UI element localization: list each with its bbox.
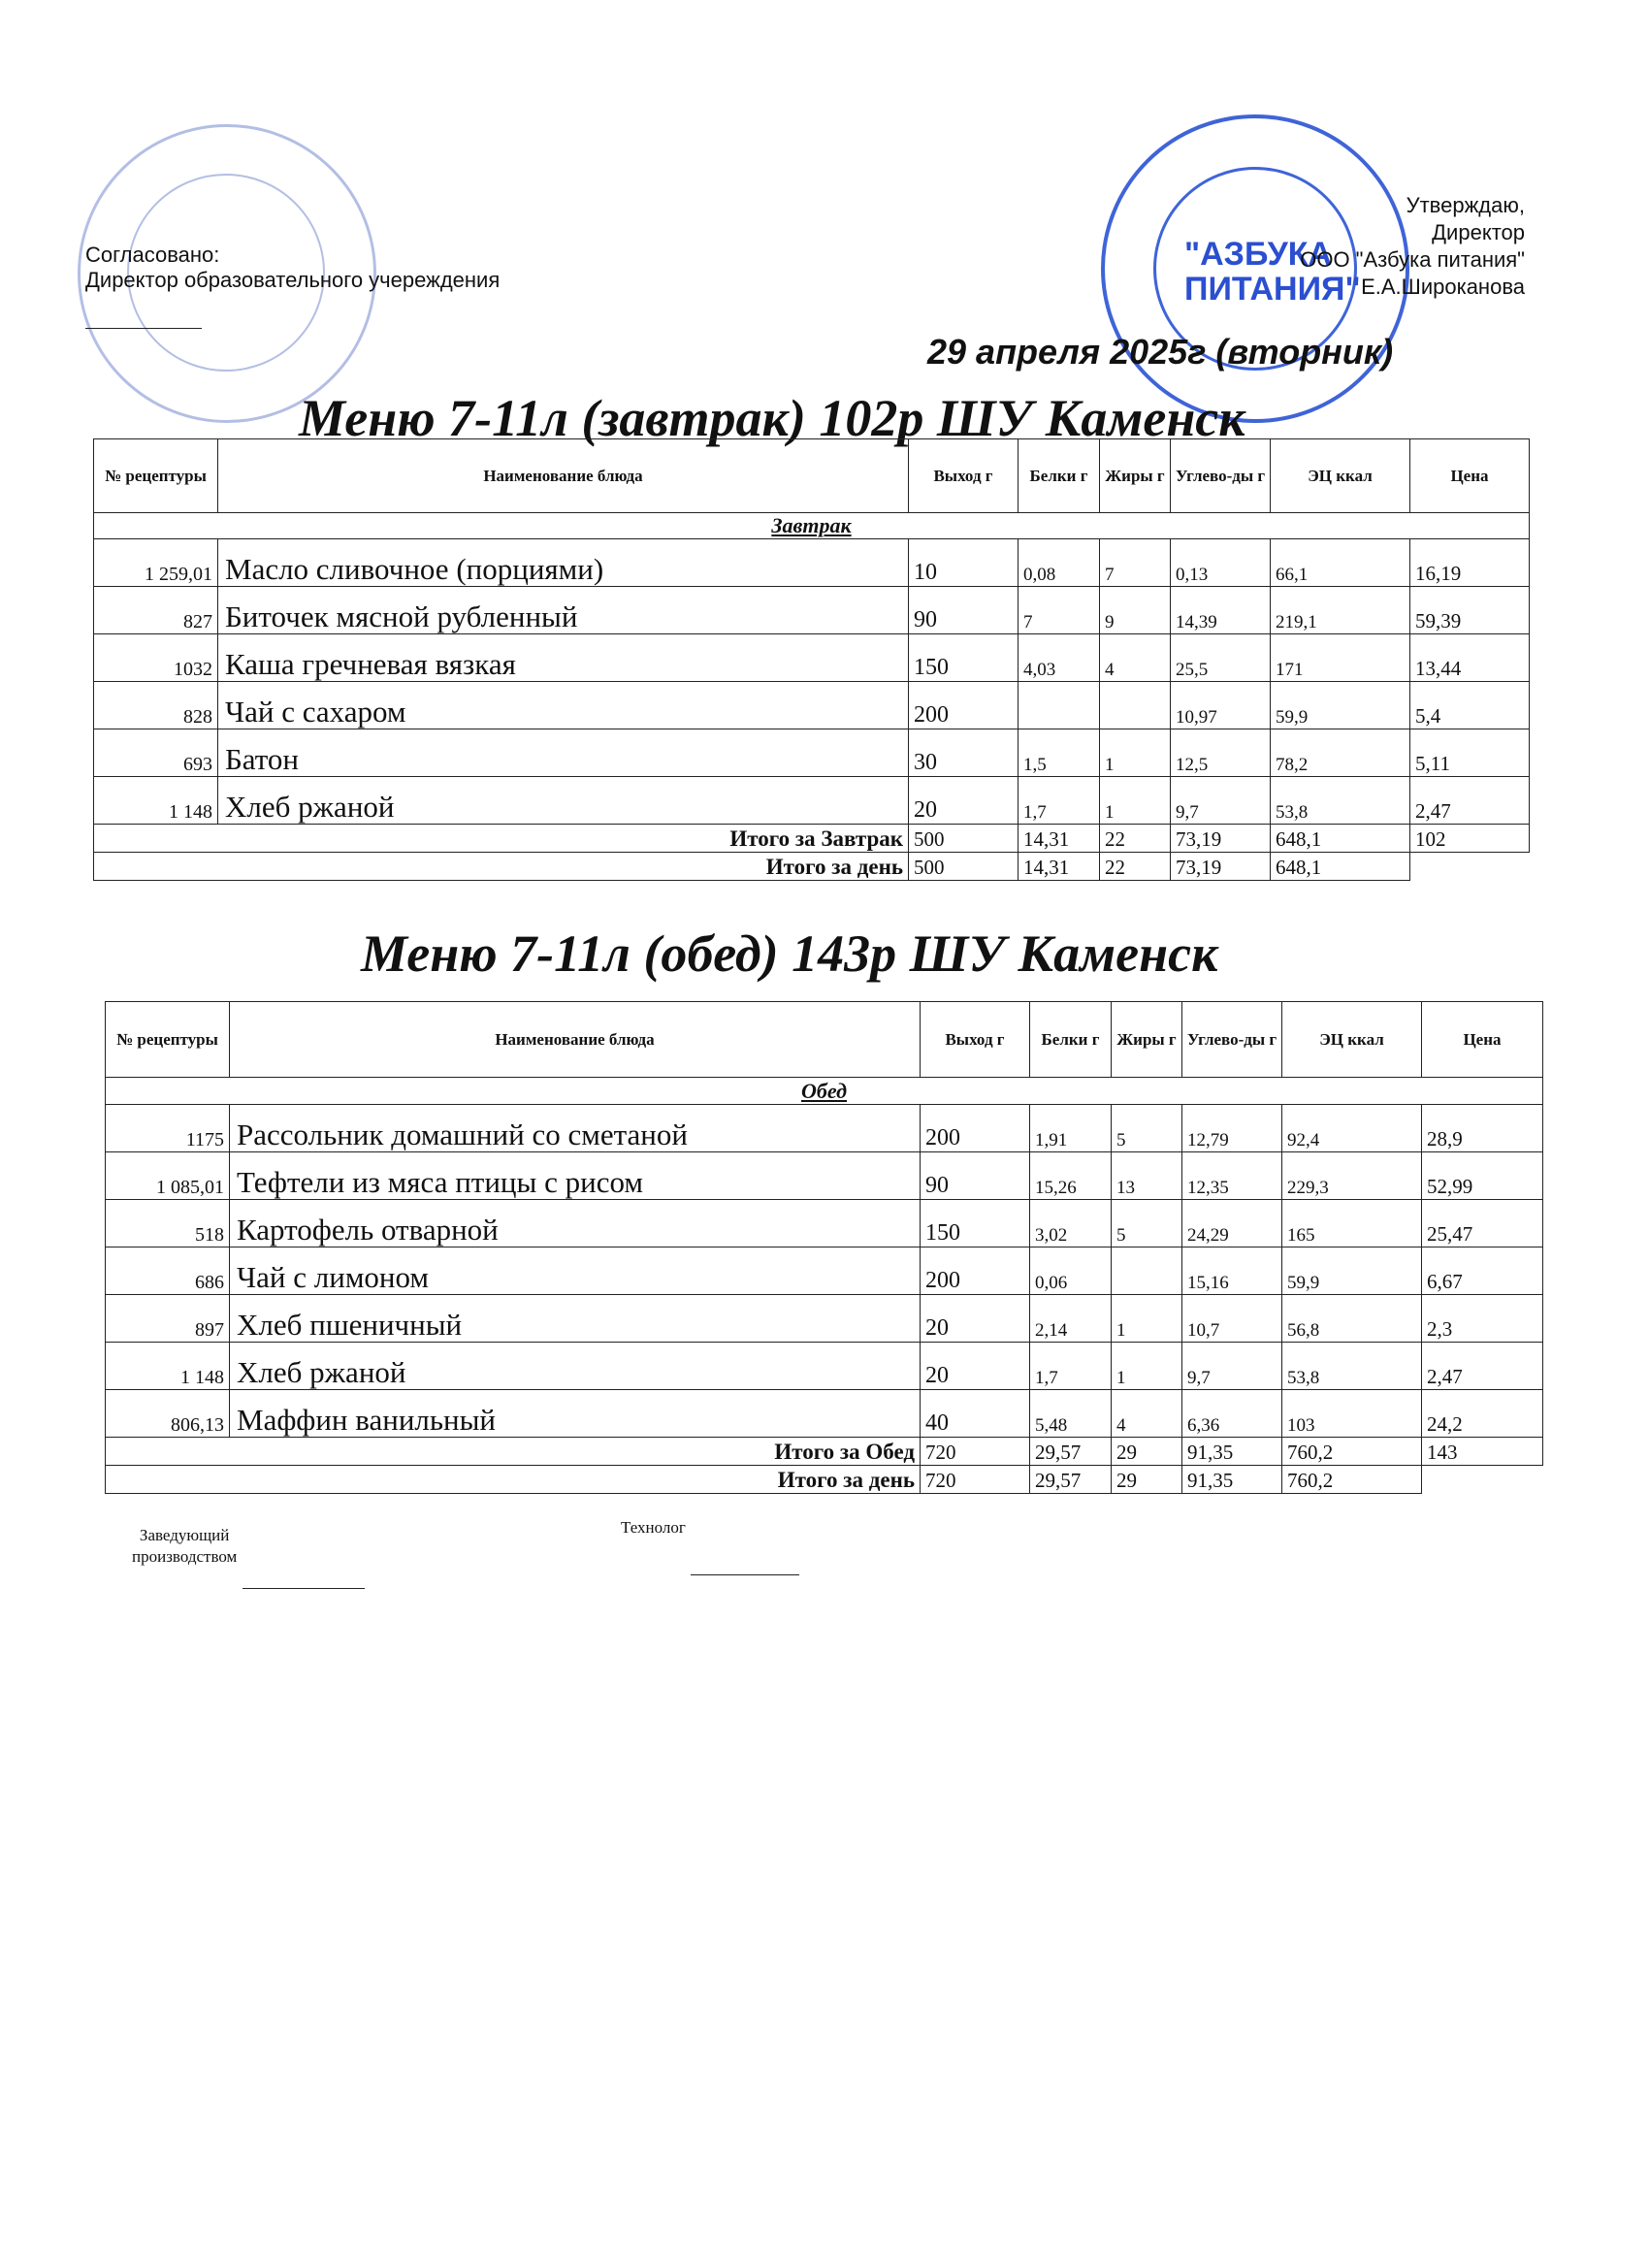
total-meal-energy: 760,2 bbox=[1282, 1438, 1422, 1466]
total-day-yield: 500 bbox=[909, 853, 1018, 881]
dish-yield: 150 bbox=[909, 634, 1018, 682]
header-fat: Жиры г bbox=[1100, 439, 1171, 513]
dish-name: Каша гречневая вязкая bbox=[218, 634, 909, 682]
dish-energy: 92,4 bbox=[1282, 1105, 1422, 1152]
dish-protein: 2,14 bbox=[1030, 1295, 1112, 1343]
breakfast-title: Меню 7-11л (завтрак) 102р ШУ Каменск bbox=[299, 389, 1245, 447]
dish-energy: 53,8 bbox=[1271, 777, 1410, 825]
section-row bbox=[106, 1078, 1543, 1105]
dish-name: Чай с лимоном bbox=[230, 1247, 921, 1295]
header-protein: Белки г bbox=[1018, 439, 1100, 513]
table-row bbox=[94, 729, 1530, 777]
dish-code: 1 148 bbox=[106, 1343, 230, 1390]
dish-yield: 200 bbox=[921, 1247, 1030, 1295]
header-name: Наименование блюда bbox=[218, 439, 909, 513]
total-meal-fat: 29 bbox=[1112, 1438, 1182, 1466]
dish-code: 518 bbox=[106, 1200, 230, 1247]
dish-protein: 1,7 bbox=[1018, 777, 1100, 825]
dish-energy: 78,2 bbox=[1271, 729, 1410, 777]
dish-carbs: 10,97 bbox=[1171, 682, 1271, 729]
breakfast-table bbox=[93, 438, 1530, 881]
dish-yield: 90 bbox=[909, 587, 1018, 634]
dish-energy: 59,9 bbox=[1271, 682, 1410, 729]
dish-code: 1 259,01 bbox=[94, 539, 218, 587]
dish-name: Рассольник домашний со сметаной bbox=[230, 1105, 921, 1152]
dish-fat: 5 bbox=[1112, 1200, 1182, 1247]
total-meal-label: Итого за Завтрак bbox=[94, 825, 909, 853]
total-day-fat: 22 bbox=[1100, 853, 1171, 881]
header-code: № рецептуры bbox=[94, 439, 218, 513]
manager-label-line2: производством bbox=[132, 1547, 238, 1566]
header-fat: Жиры г bbox=[1112, 1002, 1182, 1078]
dish-yield: 90 bbox=[921, 1152, 1030, 1200]
header-energy: ЭЦ ккал bbox=[1271, 439, 1410, 513]
header-yield: Выход г bbox=[921, 1002, 1030, 1078]
dish-energy: 219,1 bbox=[1271, 587, 1410, 634]
table-row bbox=[106, 1390, 1543, 1438]
total-meal-protein: 14,31 bbox=[1018, 825, 1100, 853]
dish-name: Батон bbox=[218, 729, 909, 777]
total-day-yield: 720 bbox=[921, 1466, 1030, 1494]
dish-price: 2,47 bbox=[1410, 777, 1530, 825]
total-meal-carbs: 73,19 bbox=[1171, 825, 1271, 853]
table-row bbox=[94, 634, 1530, 682]
dish-name: Тефтели из мяса птицы с рисом bbox=[230, 1152, 921, 1200]
approval-right-line4: Е.А.Широканова bbox=[1361, 275, 1525, 299]
menu-date: 29 апреля 2025г (вторник) bbox=[927, 332, 1394, 372]
dish-code: 686 bbox=[106, 1247, 230, 1295]
total-day-label: Итого за день bbox=[106, 1466, 921, 1494]
technologist-signature-label: Технолог bbox=[621, 1518, 686, 1537]
dish-carbs: 0,13 bbox=[1171, 539, 1271, 587]
dish-price: 6,67 bbox=[1422, 1247, 1543, 1295]
dish-name: Чай с сахаром bbox=[218, 682, 909, 729]
dish-yield: 20 bbox=[921, 1343, 1030, 1390]
table-row bbox=[94, 777, 1530, 825]
header-yield: Выход г bbox=[909, 439, 1018, 513]
dish-energy: 59,9 bbox=[1282, 1247, 1422, 1295]
dish-yield: 200 bbox=[909, 682, 1018, 729]
total-meal-carbs: 91,35 bbox=[1182, 1438, 1282, 1466]
total-day-carbs: 73,19 bbox=[1171, 853, 1271, 881]
header-price: Цена bbox=[1422, 1002, 1543, 1078]
dish-price: 28,9 bbox=[1422, 1105, 1543, 1152]
dish-name: Картофель отварной bbox=[230, 1200, 921, 1247]
dish-carbs: 9,7 bbox=[1182, 1343, 1282, 1390]
table-row bbox=[106, 1152, 1543, 1200]
dish-protein: 4,03 bbox=[1018, 634, 1100, 682]
dish-yield: 40 bbox=[921, 1390, 1030, 1438]
total-day-price-empty bbox=[1410, 853, 1530, 881]
dish-carbs: 12,79 bbox=[1182, 1105, 1282, 1152]
dish-energy: 103 bbox=[1282, 1390, 1422, 1438]
dish-carbs: 12,5 bbox=[1171, 729, 1271, 777]
approval-left-line1: Согласовано: bbox=[85, 243, 220, 267]
approval-right-line3: ООО "Азбука питания" bbox=[1300, 247, 1525, 272]
dish-price: 25,47 bbox=[1422, 1200, 1543, 1247]
dish-carbs: 14,39 bbox=[1171, 587, 1271, 634]
manager-label-line1: Заведующий bbox=[139, 1526, 230, 1544]
dish-code: 1032 bbox=[94, 634, 218, 682]
dish-carbs: 24,29 bbox=[1182, 1200, 1282, 1247]
section-title: Завтрак bbox=[94, 513, 1530, 539]
dish-yield: 10 bbox=[909, 539, 1018, 587]
total-day-label: Итого за день bbox=[94, 853, 909, 881]
total-day-energy: 760,2 bbox=[1282, 1466, 1422, 1494]
dish-name: Маффин ванильный bbox=[230, 1390, 921, 1438]
dish-yield: 150 bbox=[921, 1200, 1030, 1247]
dish-fat: 4 bbox=[1112, 1390, 1182, 1438]
dish-carbs: 25,5 bbox=[1171, 634, 1271, 682]
dish-protein: 0,06 bbox=[1030, 1247, 1112, 1295]
dish-fat: 5 bbox=[1112, 1105, 1182, 1152]
dish-protein bbox=[1018, 682, 1100, 729]
total-day-row bbox=[106, 1466, 1543, 1494]
dish-yield: 30 bbox=[909, 729, 1018, 777]
dish-carbs: 6,36 bbox=[1182, 1390, 1282, 1438]
dish-code: 1 148 bbox=[94, 777, 218, 825]
dish-protein: 1,5 bbox=[1018, 729, 1100, 777]
total-meal-protein: 29,57 bbox=[1030, 1438, 1112, 1466]
total-day-fat: 29 bbox=[1112, 1466, 1182, 1494]
dish-code: 1 085,01 bbox=[106, 1152, 230, 1200]
header-code: № рецептуры bbox=[106, 1002, 230, 1078]
dish-price: 5,4 bbox=[1410, 682, 1530, 729]
dish-code: 827 bbox=[94, 587, 218, 634]
header-protein: Белки г bbox=[1030, 1002, 1112, 1078]
dish-name: Биточек мясной рубленный bbox=[218, 587, 909, 634]
table-header-row bbox=[94, 439, 1530, 513]
approval-right-line2: Директор bbox=[1432, 220, 1525, 244]
table-row bbox=[94, 539, 1530, 587]
dish-fat: 1 bbox=[1112, 1295, 1182, 1343]
dish-code: 806,13 bbox=[106, 1390, 230, 1438]
table-row bbox=[106, 1343, 1543, 1390]
total-meal-energy: 648,1 bbox=[1271, 825, 1410, 853]
dish-price: 52,99 bbox=[1422, 1152, 1543, 1200]
total-meal-row bbox=[106, 1438, 1543, 1466]
dish-code: 693 bbox=[94, 729, 218, 777]
technologist-signature-line bbox=[691, 1574, 799, 1575]
dish-fat: 1 bbox=[1100, 777, 1171, 825]
dish-fat: 7 bbox=[1100, 539, 1171, 587]
approval-left-signature-line bbox=[85, 328, 202, 329]
dish-energy: 171 bbox=[1271, 634, 1410, 682]
lunch-table bbox=[105, 1001, 1543, 1494]
dish-name: Хлеб ржаной bbox=[218, 777, 909, 825]
approval-right bbox=[1300, 192, 1525, 301]
total-meal-price: 143 bbox=[1422, 1438, 1543, 1466]
dish-carbs: 15,16 bbox=[1182, 1247, 1282, 1295]
dish-yield: 20 bbox=[909, 777, 1018, 825]
dish-fat: 9 bbox=[1100, 587, 1171, 634]
dish-name: Хлеб ржаной bbox=[230, 1343, 921, 1390]
dish-carbs: 10,7 bbox=[1182, 1295, 1282, 1343]
header-name: Наименование блюда bbox=[230, 1002, 921, 1078]
header-price: Цена bbox=[1410, 439, 1530, 513]
dish-fat: 4 bbox=[1100, 634, 1171, 682]
dish-protein: 3,02 bbox=[1030, 1200, 1112, 1247]
total-meal-label: Итого за Обед bbox=[106, 1438, 921, 1466]
stamp-text-line1: "АЗБУКА bbox=[1184, 236, 1333, 273]
total-meal-price: 102 bbox=[1410, 825, 1530, 853]
dish-fat: 1 bbox=[1112, 1343, 1182, 1390]
total-day-energy: 648,1 bbox=[1271, 853, 1410, 881]
total-day-protein: 29,57 bbox=[1030, 1466, 1112, 1494]
dish-protein: 7 bbox=[1018, 587, 1100, 634]
approval-left bbox=[85, 243, 500, 293]
total-day-price-empty bbox=[1422, 1466, 1543, 1494]
dish-fat bbox=[1100, 682, 1171, 729]
total-meal-yield: 500 bbox=[909, 825, 1018, 853]
table-row bbox=[94, 587, 1530, 634]
dish-fat: 13 bbox=[1112, 1152, 1182, 1200]
dish-protein: 0,08 bbox=[1018, 539, 1100, 587]
dish-energy: 53,8 bbox=[1282, 1343, 1422, 1390]
dish-price: 5,11 bbox=[1410, 729, 1530, 777]
dish-name: Масло сливочное (порциями) bbox=[218, 539, 909, 587]
section-row bbox=[94, 513, 1530, 539]
table-row bbox=[106, 1105, 1543, 1152]
dish-price: 2,47 bbox=[1422, 1343, 1543, 1390]
total-meal-yield: 720 bbox=[921, 1438, 1030, 1466]
dish-code: 1175 bbox=[106, 1105, 230, 1152]
header-energy: ЭЦ ккал bbox=[1282, 1002, 1422, 1078]
dish-energy: 56,8 bbox=[1282, 1295, 1422, 1343]
dish-carbs: 12,35 bbox=[1182, 1152, 1282, 1200]
table-row bbox=[94, 682, 1530, 729]
dish-yield: 200 bbox=[921, 1105, 1030, 1152]
total-meal-row bbox=[94, 825, 1530, 853]
dish-protein: 1,91 bbox=[1030, 1105, 1112, 1152]
table-row bbox=[106, 1295, 1543, 1343]
approval-left-line2: Директор образовательного учереждения bbox=[85, 268, 501, 292]
total-meal-fat: 22 bbox=[1100, 825, 1171, 853]
manager-signature-label bbox=[132, 1525, 237, 1568]
total-day-row bbox=[94, 853, 1530, 881]
dish-name: Хлеб пшеничный bbox=[230, 1295, 921, 1343]
dish-code: 828 bbox=[94, 682, 218, 729]
dish-protein: 5,48 bbox=[1030, 1390, 1112, 1438]
table-row bbox=[106, 1200, 1543, 1247]
dish-protein: 15,26 bbox=[1030, 1152, 1112, 1200]
dish-price: 24,2 bbox=[1422, 1390, 1543, 1438]
header-carbs: Углево-ды г bbox=[1182, 1002, 1282, 1078]
dish-fat: 1 bbox=[1100, 729, 1171, 777]
total-day-protein: 14,31 bbox=[1018, 853, 1100, 881]
dish-fat bbox=[1112, 1247, 1182, 1295]
dish-energy: 165 bbox=[1282, 1200, 1422, 1247]
dish-energy: 229,3 bbox=[1282, 1152, 1422, 1200]
dish-price: 13,44 bbox=[1410, 634, 1530, 682]
dish-yield: 20 bbox=[921, 1295, 1030, 1343]
dish-code: 897 bbox=[106, 1295, 230, 1343]
dish-protein: 1,7 bbox=[1030, 1343, 1112, 1390]
header-carbs: Углево-ды г bbox=[1171, 439, 1271, 513]
lunch-title: Меню 7-11л (обед) 143р ШУ Каменск bbox=[361, 924, 1218, 983]
dish-price: 59,39 bbox=[1410, 587, 1530, 634]
dish-price: 2,3 bbox=[1422, 1295, 1543, 1343]
total-day-carbs: 91,35 bbox=[1182, 1466, 1282, 1494]
dish-energy: 66,1 bbox=[1271, 539, 1410, 587]
dish-price: 16,19 bbox=[1410, 539, 1530, 587]
approval-right-line1: Утверждаю, bbox=[1406, 193, 1525, 217]
manager-signature-line bbox=[242, 1588, 365, 1589]
dish-carbs: 9,7 bbox=[1171, 777, 1271, 825]
section-title: Обед bbox=[106, 1078, 1543, 1105]
stamp-text-line2: ПИТАНИЯ" bbox=[1184, 271, 1361, 308]
table-header-row bbox=[106, 1002, 1543, 1078]
table-row bbox=[106, 1247, 1543, 1295]
